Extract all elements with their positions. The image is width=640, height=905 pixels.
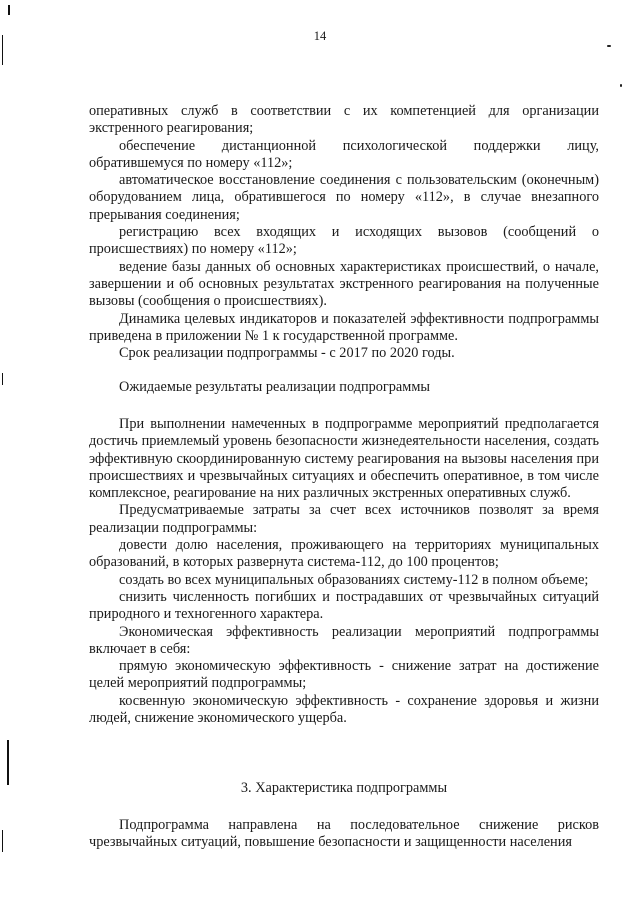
scan-edge-mark [8, 5, 10, 15]
paragraph: Экономическая эффективность реализации мероприятий подпрограммы включает в себя: [89, 623, 599, 657]
paragraph: ведение базы данных об основных характеристиках происшествий, о начале, завершении и об основных результатах экстренного реагирования на полученные вызовы (сообщения о происшествиях). [89, 258, 599, 310]
paragraph: Подпрограмма направлена на последовательное снижение рисков чрезвычайных ситуаций, повышение безопасности и защищенности населения [89, 817, 599, 851]
paragraph: довести долю населения, проживающего на территориях муниципальных образований, в которых развернута система-112, до 100 процентов; [89, 537, 599, 571]
paragraph: автоматическое восстановление соединения с пользовательским (оконечным) оборудованием лица, обратившегося по номеру «112», в случае внезапного прерывания соединения; [89, 172, 599, 223]
paragraph: снизить численность погибших и пострадавших от чрезвычайных ситуаций природного и техногенного характера. [89, 588, 599, 623]
section-1-text [89, 103, 599, 362]
page-number: 14 [313, 29, 327, 43]
scan-edge-mark [2, 373, 3, 385]
paragraph: оперативных служб в соответствии с их компетенцией для организации экстренного реагирования; [89, 103, 599, 137]
scan-speck [620, 84, 622, 87]
paragraph: регистрацию всех входящих и исходящих вызовов (сообщений о происшествиях) по номеру «112»; [89, 224, 599, 258]
scan-edge-mark [2, 830, 3, 852]
paragraph: Предусматриваемые затраты за счет всех источников позволят за время реализации подпрограммы: [89, 502, 599, 536]
paragraph: Срок реализации подпрограммы - с 2017 по 2020 годы. [119, 345, 455, 362]
expected-results-heading: Ожидаемые результаты реализации подпрограммы [119, 379, 430, 395]
scan-speck [607, 45, 611, 47]
paragraph: косвенную экономическую эффективность - сохранение здоровья и жизни людей, снижение экономического ущерба. [89, 692, 599, 727]
paragraph: обеспечение дистанционной психологической поддержки лицу, обратившемуся по номеру «112»; [89, 137, 599, 171]
section-3-text [89, 817, 599, 852]
paragraph: При выполнении намеченных в подпрограмме мероприятий предполагается достичь приемлемый уровень безопасности жизнедеятельности населения, создать эффективную скоординированную систему реагирования на вызовы населения при происшествиях и чрезвычайных ситуациях и обеспечить оперативное, в том числе комплексное, реагирование на них различных экстренных оперативных служб. [89, 416, 599, 502]
scan-edge-mark [7, 740, 9, 785]
section-2-text [89, 416, 599, 727]
paragraph: Динамика целевых индикаторов и показателей эффективности подпрограммы приведена в приложении № 1 к государственной программе. [89, 310, 599, 344]
paragraph: создать во всех муниципальных образованиях систему-112 в полном объеме; [119, 571, 589, 588]
paragraph: прямую экономическую эффективность - снижение затрат на достижение целей мероприятий подпрограммы; [89, 658, 599, 692]
section-3-heading: 3. Характеристика подпрограммы [240, 780, 448, 796]
